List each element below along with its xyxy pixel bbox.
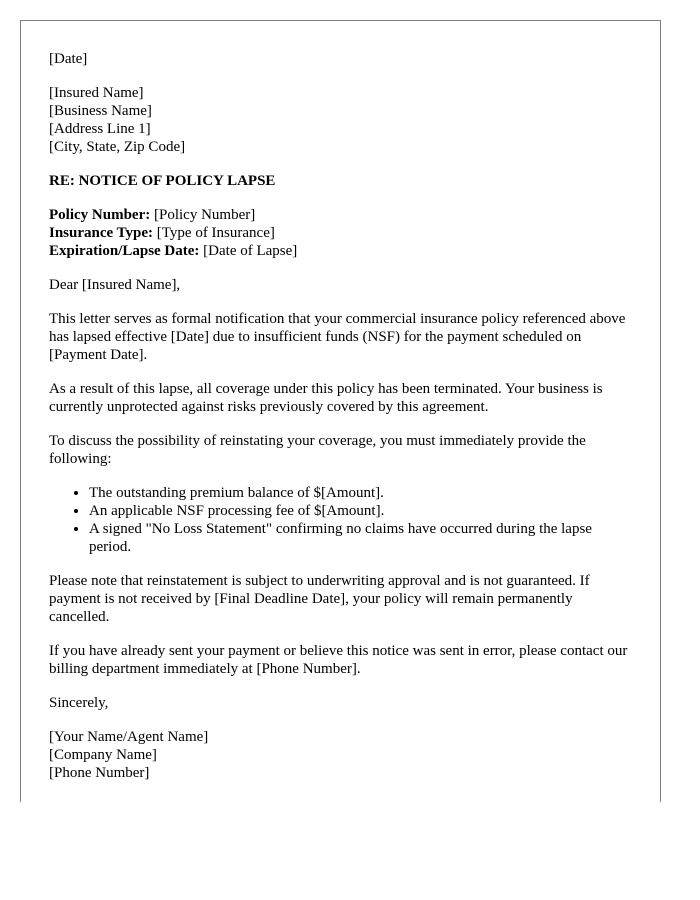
requirements-list [49,484,632,556]
paragraph-contact-billing: If you have already sent your payment or believe this notice was sent in error, please contact our billing department immediately at [Phone Number]. [49,643,628,677]
recipient-business: [Business Name] [49,103,152,119]
recipient-name: [Insured Name] [49,85,144,101]
salutation: Dear [Insured Name], [49,277,181,293]
recipient-address [49,84,632,156]
lapse-date-row [49,242,632,260]
recipient-city-state-zip: [City, State, Zip Code] [49,139,186,155]
policy-number-row [49,206,632,224]
list-item: • A signed "No Loss Statement" confirming no claims have occurred during the lapse period. [89,520,632,556]
insurance-type-row [49,224,632,242]
paragraph-reinstatement-intro: To discuss the possibility of reinstating your coverage, you must immediately provide the following: [49,433,586,467]
list-item: • An applicable NSF processing fee of $[Amount]. [89,502,632,520]
closing: Sincerely, [49,695,109,711]
policy-number-label: Policy Number: [49,207,151,223]
lapse-date-value: [Date of Lapse] [199,243,298,259]
signer-phone: [Phone Number] [49,765,150,781]
list-item: • The outstanding premium balance of $[Amount]. [89,484,632,502]
letter-subject: RE: NOTICE OF POLICY LAPSE [49,173,276,189]
policy-number-value: [Policy Number] [150,207,256,223]
lapse-date-label: Expiration/Lapse Date: [49,243,200,259]
signer-company: [Company Name] [49,747,157,763]
letter-date: [Date] [49,51,88,67]
signature-block [49,728,632,782]
signer-name: [Your Name/Agent Name] [49,729,209,745]
recipient-address-line-1: [Address Line 1] [49,121,151,137]
paragraph-coverage-terminated: As a result of this lapse, all coverage under this policy has been terminated. Your business is currently unprotected against risks previously covered by this agreement. [49,381,603,415]
paragraph-notification: This letter serves as formal notification that your commercial insurance policy referenced above has lapsed effective [Date] due to insufficient funds (NSF) for the payment scheduled on [Payment Date]. [49,311,626,363]
letter-document [20,20,661,802]
paragraph-underwriting-note: Please note that reinstatement is subject to underwriting approval and is not guaranteed. If payment is not received by [Final Deadline Date], your policy will remain permanently cancelled. [49,573,590,625]
policy-details [49,206,632,260]
insurance-type-label: Insurance Type: [49,225,154,241]
insurance-type-value: [Type of Insurance] [153,225,275,241]
